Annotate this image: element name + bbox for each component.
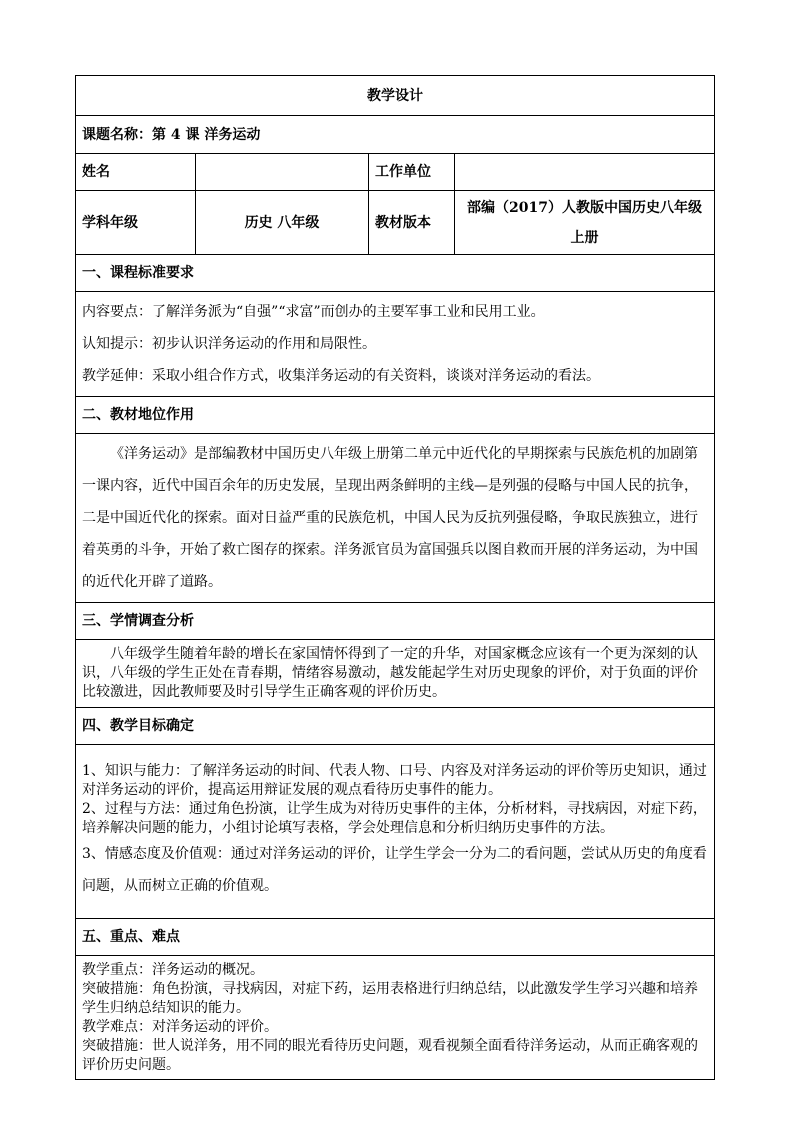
section-4-heading: 四、教学目标确定 — [76, 708, 715, 745]
unit-label: 工作单位 — [369, 154, 455, 191]
doc-title: 教学设计 — [76, 76, 715, 116]
lesson-plan-table — [75, 75, 715, 1080]
grade-label: 学科年级 — [76, 191, 196, 255]
topic-label: 课题名称： — [82, 126, 152, 143]
section-3-body — [76, 640, 715, 708]
section-1-body — [76, 292, 715, 397]
name-row — [76, 154, 715, 191]
section-2-body-row — [76, 434, 715, 603]
section-4-heading-row — [76, 708, 715, 745]
textbook-role-text: 《洋务运动》是部编教材中国历史八年级上册第二单元中近代化的早期探索与民族危机的加剧第一课内容，近代中国百余年的历史发展，呈现出两条鲜明的主线—是列强的侵略与中国人民的抗争，二是中国近代化的探索。面对日益严重的民族危机，中国人民为反抗列强侵略，争取民族独立，进行着英勇的斗争，开始了救亡图存的探索。洋务派官员为富国强兵以图自救而开展的洋务运动，为中国的近代化开辟了道路。 — [82, 446, 698, 590]
section-3-body-row — [76, 640, 715, 708]
edition-value: 部编（2017）人教版中国历史八年级上册 — [455, 191, 715, 255]
section-2-heading: 二、教材地位作用 — [76, 397, 715, 434]
goal-process: 2、过程与方法：通过角色扮演，让学生成为对待历史事件的主体，分析材料，寻找病因，对症下药，培养解决问题的能力，小组讨论填写表格，学会处理信息和分析归纳历史事件的方法。 — [82, 800, 707, 836]
standard-line-2: 认知提示：初步认识洋务运动的作用和局限性。 — [82, 336, 376, 352]
section-1-heading: 一、课程标准要求 — [76, 255, 715, 292]
topic-cell — [76, 116, 715, 154]
name-label: 姓名 — [76, 154, 196, 191]
section-4-body-row — [76, 745, 715, 919]
section-5-body-row — [76, 956, 715, 1080]
section-1-body-row — [76, 292, 715, 397]
section-3-heading: 三、学情调查分析 — [76, 603, 715, 640]
goal-attitude: 3、情感态度及价值观：通过对洋务运动的评价，让学生学会一分为二的看问题，尝试从历史的角度看问题，从而树立正确的价值观。 — [82, 845, 707, 894]
name-value — [196, 154, 369, 191]
edition-label: 教材版本 — [369, 191, 455, 255]
section-1-heading-row — [76, 255, 715, 292]
section-4-body — [76, 745, 715, 919]
section-5-heading-row — [76, 919, 715, 956]
section-5-body — [76, 956, 715, 1080]
grade-value: 历史 八年级 — [196, 191, 369, 255]
standard-line-1: 内容要点：了解洋务派为“自强”“求富”而创办的主要军事工业和民用工业。 — [82, 304, 545, 320]
teaching-difficulty: 教学难点：对洋务运动的评价。 — [82, 1018, 278, 1035]
standard-line-3: 教学延伸：采取小组合作方式，收集洋务运动的有关资料，谈谈对洋务运动的看法。 — [82, 368, 600, 384]
section-3-heading-row — [76, 603, 715, 640]
focus-measure: 突破措施：角色扮演，寻找病因，对症下药，运用表格进行归纳总结，以此激发学生学习兴趣和培养学生归纳总结知识的能力。 — [82, 980, 698, 1016]
goal-knowledge: 1、知识与能力：了解洋务运动的时间、代表人物、口号、内容及对洋务运动的评价等历史知识，通过对洋务运动的评价，提高运用辩证发展的观点看待历史事件的能力。 — [82, 762, 707, 798]
topic-row — [76, 116, 715, 154]
section-2-body — [76, 434, 715, 603]
section-2-heading-row — [76, 397, 715, 434]
difficulty-measure: 突破措施：世人说洋务，用不同的眼光看待历史问题，观看视频全面看待洋务运动，从而正确客观的评价历史问题。 — [82, 1037, 698, 1073]
learner-analysis-text: 八年级学生随着年龄的增长在家国情怀得到了一定的升华，对国家概念应该有一个更为深刻的认识，八年级的学生正处在青春期，情绪容易激动，越发能起学生对历史现象的评价，对于负面的评价比较激进，因此教师要及时引导学生正确客观的评价历史。 — [82, 646, 698, 700]
teaching-focus: 教学重点：洋务运动的概况。 — [82, 961, 264, 978]
section-5-heading: 五、重点、难点 — [76, 919, 715, 956]
title-row — [76, 76, 715, 116]
unit-value — [455, 154, 715, 191]
grade-row — [76, 191, 715, 255]
topic-value: 第 4 课 洋务运动 — [152, 126, 261, 143]
